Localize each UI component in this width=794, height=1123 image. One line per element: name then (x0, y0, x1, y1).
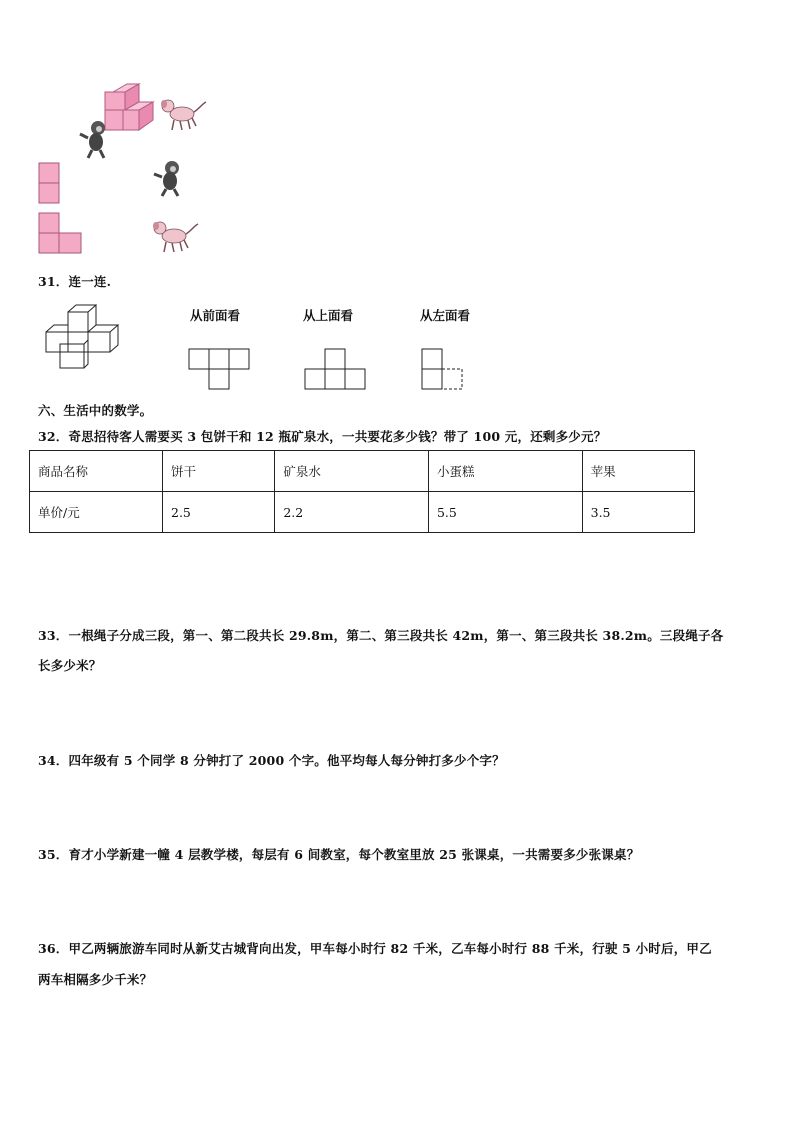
table-cell: 商品名称 (30, 451, 163, 492)
table-cell: 小蛋糕 (428, 451, 582, 492)
q33-line2: 长多少米？ (38, 658, 102, 673)
view-option-l-shape (38, 212, 84, 256)
price-table (29, 450, 695, 533)
table-cell: 3.5 (582, 492, 694, 533)
q35-text: 35．育才小学新建一幢 4 层教学楼，每层有 6 间教室，每个教室里放 25 张课桌，一共需要多少张课桌？ (38, 847, 640, 862)
view-label-top: 从上面看 (303, 308, 354, 323)
table-cell: 2.2 (275, 492, 429, 533)
q34-text: 34．四年级有 5 个同学 8 分钟打了 2000 个字。他平均每人每分钟打多少个字？ (38, 753, 505, 768)
table-cell: 单价/元 (30, 492, 163, 533)
view-option-two-stacked (38, 162, 62, 204)
table-cell: 矿泉水 (275, 451, 429, 492)
q36-line2: 两车相隔多少千米？ (38, 972, 153, 987)
q33-line1: 33．一根绳子分成三段，第一、第二段共长 29.8m，第二、第三段共长 42m，第一、第三段共长 38.2m。三段绳子各 (38, 628, 724, 643)
monkey-icon (78, 120, 114, 160)
view-shape-t (188, 348, 252, 392)
table-cell: 2.5 (163, 492, 275, 533)
monkey-icon (152, 160, 188, 198)
view-shape-inverted-t (304, 348, 368, 392)
q31-title: 31．连一连. (38, 274, 112, 289)
cube-solid-figure (40, 302, 130, 374)
view-label-front: 从前面看 (190, 308, 241, 323)
table-cell: 苹果 (582, 451, 694, 492)
dog-icon (150, 218, 200, 254)
view-shape-l-dashed (421, 348, 467, 392)
table-cell: 饼干 (163, 451, 275, 492)
dog-icon (158, 96, 208, 132)
q32-text: 32．奇思招待客人需要买 3 包饼干和 12 瓶矿泉水，一共要花多少钱？带了 100 元，还剩多少元？ (38, 429, 607, 444)
section-title: 六、生活中的数学。 (38, 403, 153, 418)
table-row (30, 492, 695, 533)
q36-line1: 36．甲乙两辆旅游车同时从新艾古城背向出发，甲车每小时行 82 千米，乙车每小时行 88 千米，行驶 5 小时后，甲乙 (38, 941, 712, 956)
view-label-left: 从左面看 (420, 308, 471, 323)
table-row (30, 451, 695, 492)
table-cell: 5.5 (428, 492, 582, 533)
